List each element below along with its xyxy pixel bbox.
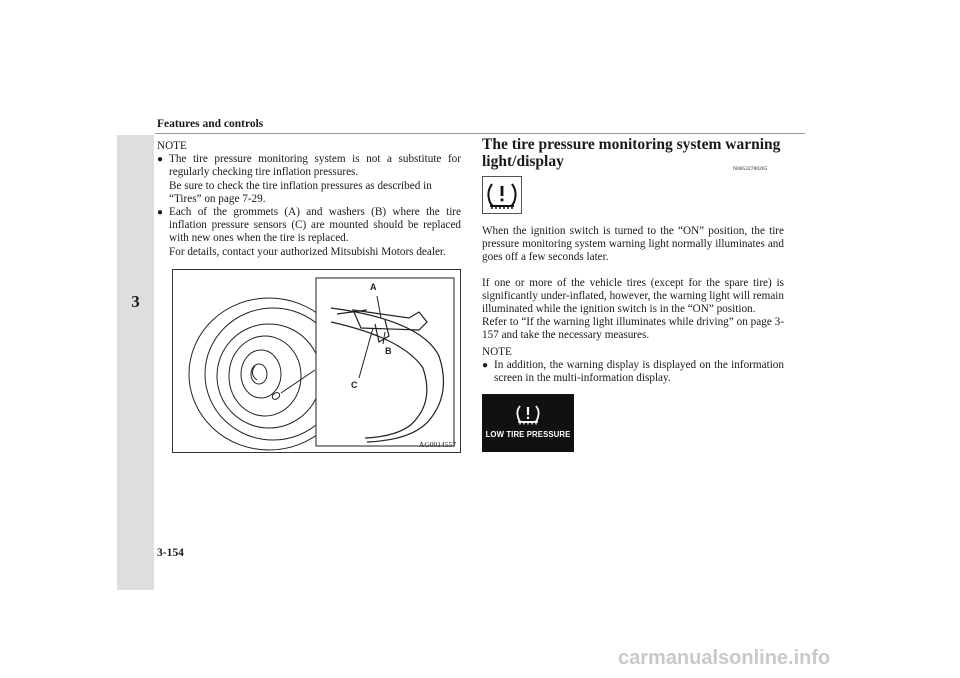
bullet-icon: ● xyxy=(157,207,164,219)
section-code: N00532700265 xyxy=(733,166,768,172)
bullet-icon: ● xyxy=(482,359,489,371)
display-message: LOW TIRE PRESSURE xyxy=(485,430,571,439)
body-paragraph: Refer to “If the warning light illuminates while driving” on page 3-157 and take the necessary measures. xyxy=(482,316,784,342)
note-text: Each of the grommets (A) and washers (B) where the tire inflation pressure sensors (C) are mounted should be replaced with new ones when the tire is replaced. xyxy=(169,206,461,245)
header-divider xyxy=(155,133,805,134)
note-text: For details, contact your authorized Mitsubishi Motors dealer. xyxy=(169,245,446,258)
tire-sensor-figure xyxy=(172,269,461,453)
section-title: The tire pressure monitoring system warning light/display xyxy=(482,136,781,170)
right-column xyxy=(482,225,784,385)
note-bullet xyxy=(482,359,784,385)
note-text: The tire pressure monitoring system is not a substitute for regularly checking tire inflation pressures. xyxy=(169,153,461,179)
chapter-number: 3 xyxy=(131,292,140,311)
body-paragraph: If one or more of the vehicle tires (except for the spare tire) is significantly under-inflated, however, the warning light will remain illuminated while the ignition switch is in the “ON” position. xyxy=(482,276,784,316)
figure-label-a: A xyxy=(370,282,377,292)
page-number: 3-154 xyxy=(157,547,184,559)
chapter-tab xyxy=(117,135,154,590)
running-header: Features and controls xyxy=(157,118,264,130)
note-label: NOTE xyxy=(482,345,512,358)
bullet-icon: ● xyxy=(157,154,164,166)
note-text: Be sure to check the tire inflation pressures as described in “Tires” on page 7-29. xyxy=(169,179,432,205)
figure-label-b: B xyxy=(385,346,392,356)
note-text: In addition, the warning display is displayed on the information screen in the multi-information display. xyxy=(494,358,784,385)
note-bullet xyxy=(157,206,461,259)
note-bullet xyxy=(157,153,461,206)
tire-pressure-warning-icon xyxy=(514,402,542,427)
figure-code: AG0014557 xyxy=(418,440,456,449)
figure-label-c: C xyxy=(351,380,358,390)
body-paragraph: When the ignition switch is turned to the “ON” position, the tire pressure monitoring system warning light normally illuminates and goes off a few seconds later. xyxy=(482,225,784,264)
low-tire-pressure-display xyxy=(482,394,574,452)
tire-sensor-illustration xyxy=(173,270,460,452)
tire-pressure-warning-icon xyxy=(482,176,522,214)
note-label: NOTE xyxy=(157,140,187,152)
left-column xyxy=(157,140,461,259)
watermark: carmanualsonline.info xyxy=(618,647,831,669)
